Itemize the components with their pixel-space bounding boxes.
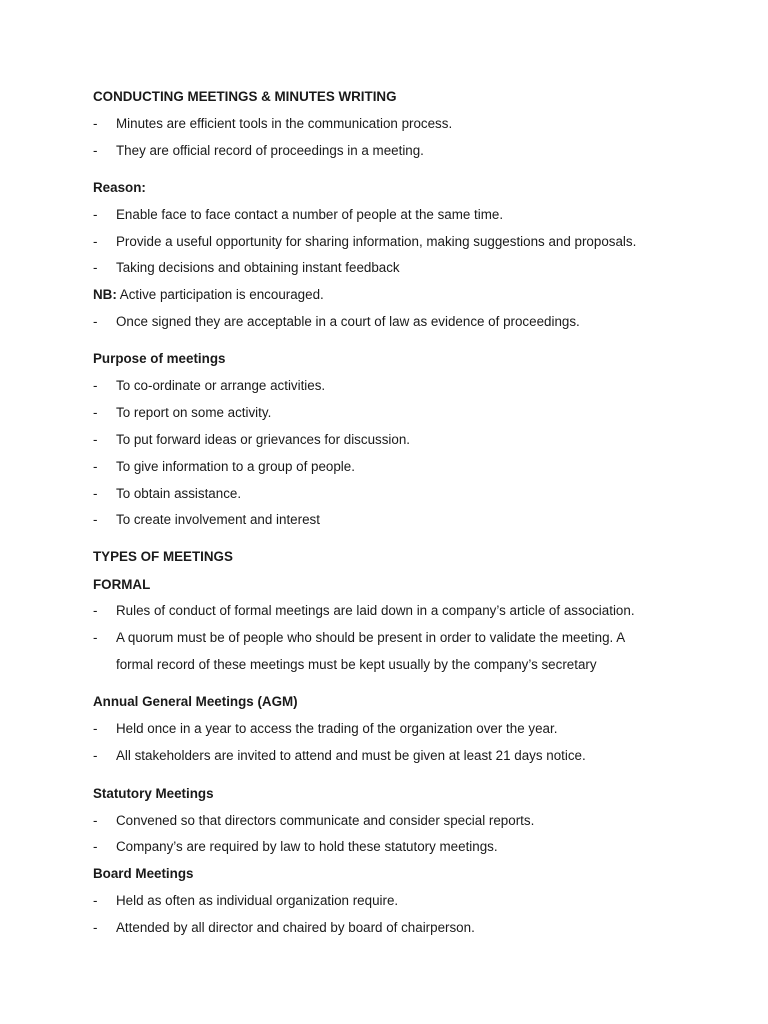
bullet-dash: - [93, 207, 98, 222]
bullet-dash: - [93, 459, 98, 474]
bullet-dash: - [93, 893, 98, 908]
bullet-dash: - [93, 314, 98, 329]
list-item-text: To obtain assistance. [116, 486, 242, 501]
nb-text: Active participation is encouraged. [116, 287, 324, 302]
list-item-text: To give information to a group of people. [116, 459, 355, 474]
bullet-dash: - [93, 260, 98, 275]
list-item-text: Held once in a year to access the trading of the organization over the year. [116, 721, 558, 736]
document-title: CONDUCTING MEETINGS & MINUTES WRITING [93, 89, 397, 104]
bullet-dash: - [93, 405, 98, 420]
list-item-text: Provide a useful opportunity for sharing information, making suggestions and proposals. [116, 234, 637, 249]
bullet-dash: - [93, 630, 98, 645]
list-item-text: Taking decisions and obtaining instant feedback [116, 260, 400, 275]
bullet-dash: - [93, 839, 98, 854]
bullet-dash: - [93, 512, 98, 527]
bullet-dash: - [93, 143, 98, 158]
bullet-dash: - [93, 234, 98, 249]
list-item-text: To create involvement and interest [116, 512, 320, 527]
list-item-text: Minutes are efficient tools in the communication process. [116, 116, 453, 131]
section-heading-purpose: Purpose of meetings [93, 351, 226, 366]
bullet-dash: - [93, 432, 98, 447]
list-item-text: To co-ordinate or arrange activities. [116, 378, 326, 393]
list-item-text: They are official record of proceedings in a meeting. [116, 143, 424, 158]
list-item-text: Held as often as individual organization require. [116, 893, 399, 908]
bullet-dash: - [93, 603, 98, 618]
section-heading-board: Board Meetings [93, 866, 194, 881]
list-item-text: Once signed they are acceptable in a court of law as evidence of proceedings. [116, 314, 580, 329]
bullet-dash: - [93, 116, 98, 131]
section-heading-types: TYPES OF MEETINGS [93, 549, 233, 564]
bullet-dash: - [93, 378, 98, 393]
nb-label: NB: [93, 287, 117, 302]
bullet-dash: - [93, 748, 98, 763]
list-item-text: Enable face to face contact a number of people at the same time. [116, 207, 504, 222]
nb-note [93, 287, 324, 303]
list-item-text: To put forward ideas or grievances for discussion. [116, 432, 410, 447]
list-item-text: A quorum must be of people who should be present in order to validate the meeting. A [116, 630, 626, 645]
section-heading-agm: Annual General Meetings (AGM) [93, 694, 298, 709]
list-item-text: Convened so that directors communicate and consider special reports. [116, 813, 535, 828]
list-item-text: To report on some activity. [116, 405, 272, 420]
section-heading-reason: Reason: [93, 180, 146, 195]
subheading-formal: FORMAL [93, 577, 151, 592]
bullet-dash: - [93, 813, 98, 828]
bullet-dash: - [93, 920, 98, 935]
list-item-continuation: formal record of these meetings must be kept usually by the company’s secretary [116, 657, 597, 672]
bullet-dash: - [93, 486, 98, 501]
list-item-text: Attended by all director and chaired by board of chairperson. [116, 920, 475, 935]
bullet-dash: - [93, 721, 98, 736]
section-heading-statutory: Statutory Meetings [93, 786, 214, 801]
list-item-text: Company’s are required by law to hold these statutory meetings. [116, 839, 498, 854]
list-item-text: Rules of conduct of formal meetings are laid down in a company’s article of association. [116, 603, 635, 618]
list-item-text: All stakeholders are invited to attend and must be given at least 21 days notice. [116, 748, 586, 763]
